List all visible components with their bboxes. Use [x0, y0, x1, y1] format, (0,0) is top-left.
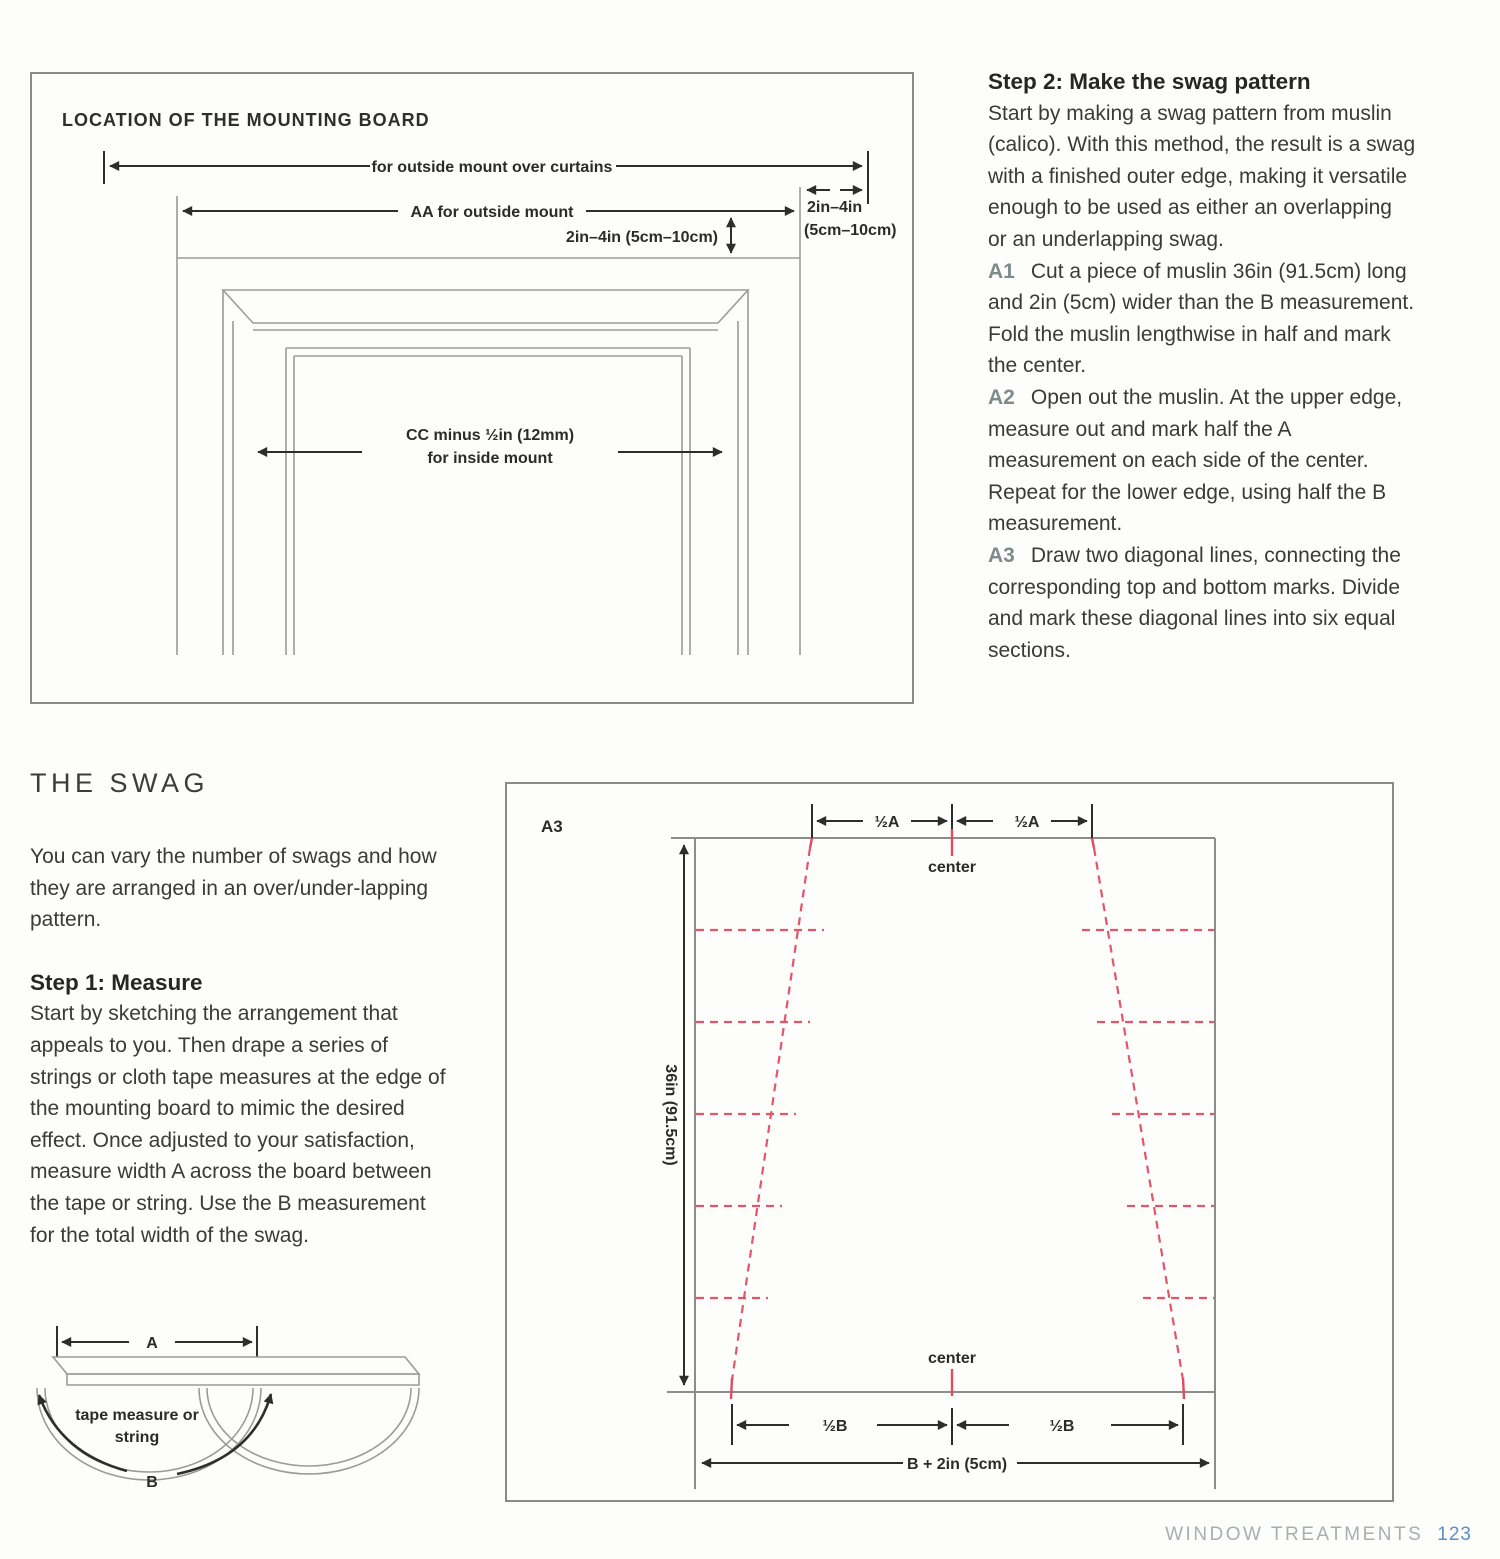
step-text-a3: Draw two diagonal lines, connecting the corresponding top and bottom marks. Divide and mark these diagonal lines into six equal sections.	[988, 543, 1401, 662]
muslin-rectangle	[667, 838, 1215, 1489]
diagram-title: LOCATION OF THE MOUNTING BOARD	[62, 110, 430, 130]
the-swag-heading: THE SWAG	[30, 768, 210, 798]
dim-top-gap	[566, 218, 731, 253]
window-frame-inner	[286, 348, 690, 655]
step1-heading: Step 1: Measure	[30, 969, 203, 995]
svg-text:½B: ½B	[822, 1418, 848, 1435]
step2-item-a2	[988, 382, 1416, 540]
page-number: 123	[1437, 1524, 1472, 1545]
dim-a	[57, 1326, 257, 1357]
footer-section-title: WINDOW TREATMENTS	[1165, 1524, 1424, 1545]
svg-text:tape measure or: tape measure or	[75, 1407, 199, 1424]
dim-height-36in	[662, 845, 684, 1385]
svg-text:2in–4in (5cm–10cm): 2in–4in (5cm–10cm)	[565, 229, 718, 246]
step-label-a3: A3	[988, 543, 1015, 567]
svg-text:(5cm–10cm): (5cm–10cm)	[804, 222, 897, 239]
svg-text:A: A	[146, 1335, 158, 1352]
svg-text:½B: ½B	[1049, 1418, 1075, 1435]
svg-text:2in–4in: 2in–4in	[807, 199, 863, 216]
step2-item-a1	[988, 256, 1416, 382]
step-text-a2: Open out the muslin. At the upper edge, measure out and mark half the A measurement on each side of the center. Repeat for the lower edge, using half the B measurement.	[988, 385, 1403, 536]
svg-text:CC minus ½in (12mm): CC minus ½in (12mm)	[405, 427, 575, 444]
step2-intro: Start by making a swag pattern from muslin (calico). With this method, the result is a swag with a finished outer edge, making it versatile enough to be used as either an overlapping or an underlapping swag.	[988, 101, 1416, 251]
diagonal-right	[1092, 838, 1184, 1399]
a3-border	[506, 783, 1393, 1501]
dim-right-gap	[804, 190, 897, 239]
svg-text:for inside mount: for inside mount	[427, 450, 553, 467]
dim-half-b	[732, 1404, 1183, 1445]
mounting-board-bar	[53, 1357, 419, 1385]
step1-text: Start by sketching the arrangement that appeals to you. Then drape a series of strings or cloth tape measures at the edge of the mounting board to mimic the desired effect. Once adjusted to your satisfaction, measure width A across the board between the tape or string. Use the B measurement for the total width of the swag.	[30, 1002, 446, 1247]
step-text-a1: Cut a piece of muslin 36in (91.5cm) long and 2in (5cm) wider than the B measurement. Fold the muslin lengthwise in half and mark the center.	[988, 259, 1415, 378]
svg-text:center: center	[927, 859, 977, 876]
window-frame-outer	[223, 290, 748, 655]
svg-text:B + 2in (5cm): B + 2in (5cm)	[906, 1456, 1008, 1473]
center-mark-bottom	[928, 1350, 976, 1396]
svg-text:center: center	[927, 1350, 977, 1367]
svg-text:string: string	[114, 1429, 160, 1446]
dim-cc-inside-mount	[258, 427, 722, 467]
tape-measure-diagram	[15, 1295, 455, 1553]
dim-bottom-width	[702, 1456, 1209, 1473]
step2-section	[988, 66, 1416, 666]
mounting-board-diagram	[30, 72, 915, 705]
tape-swag-arcs	[37, 1388, 419, 1480]
center-mark-top	[928, 829, 976, 876]
step-label-a2: A2	[988, 385, 1015, 409]
svg-text:36in (91.5cm): 36in (91.5cm)	[662, 1064, 679, 1166]
step-label-a1: A1	[988, 259, 1015, 283]
section-marks-left	[696, 930, 824, 1298]
svg-text:B: B	[146, 1474, 158, 1491]
section-marks-right	[1082, 930, 1214, 1298]
step2-item-a3	[988, 540, 1416, 666]
diagonal-left	[731, 838, 812, 1399]
svg-text:AA for outside mount: AA for outside mount	[410, 204, 574, 221]
step2-heading: Step 2: Make the swag pattern	[988, 69, 1311, 94]
dim-outside-mount-over-curtains	[104, 151, 868, 204]
a3-label: A3	[541, 817, 563, 836]
page-footer	[1165, 1524, 1472, 1546]
svg-text:½A: ½A	[1014, 814, 1040, 831]
svg-text:for outside mount over curtain: for outside mount over curtains	[371, 159, 613, 176]
a3-pattern-diagram	[505, 782, 1395, 1503]
tape-label	[75, 1407, 199, 1446]
svg-text:½A: ½A	[874, 814, 900, 831]
the-swag-section	[30, 768, 455, 1251]
the-swag-intro: You can vary the number of swags and how they are arranged in an over/under-lapping pattern.	[30, 845, 437, 932]
